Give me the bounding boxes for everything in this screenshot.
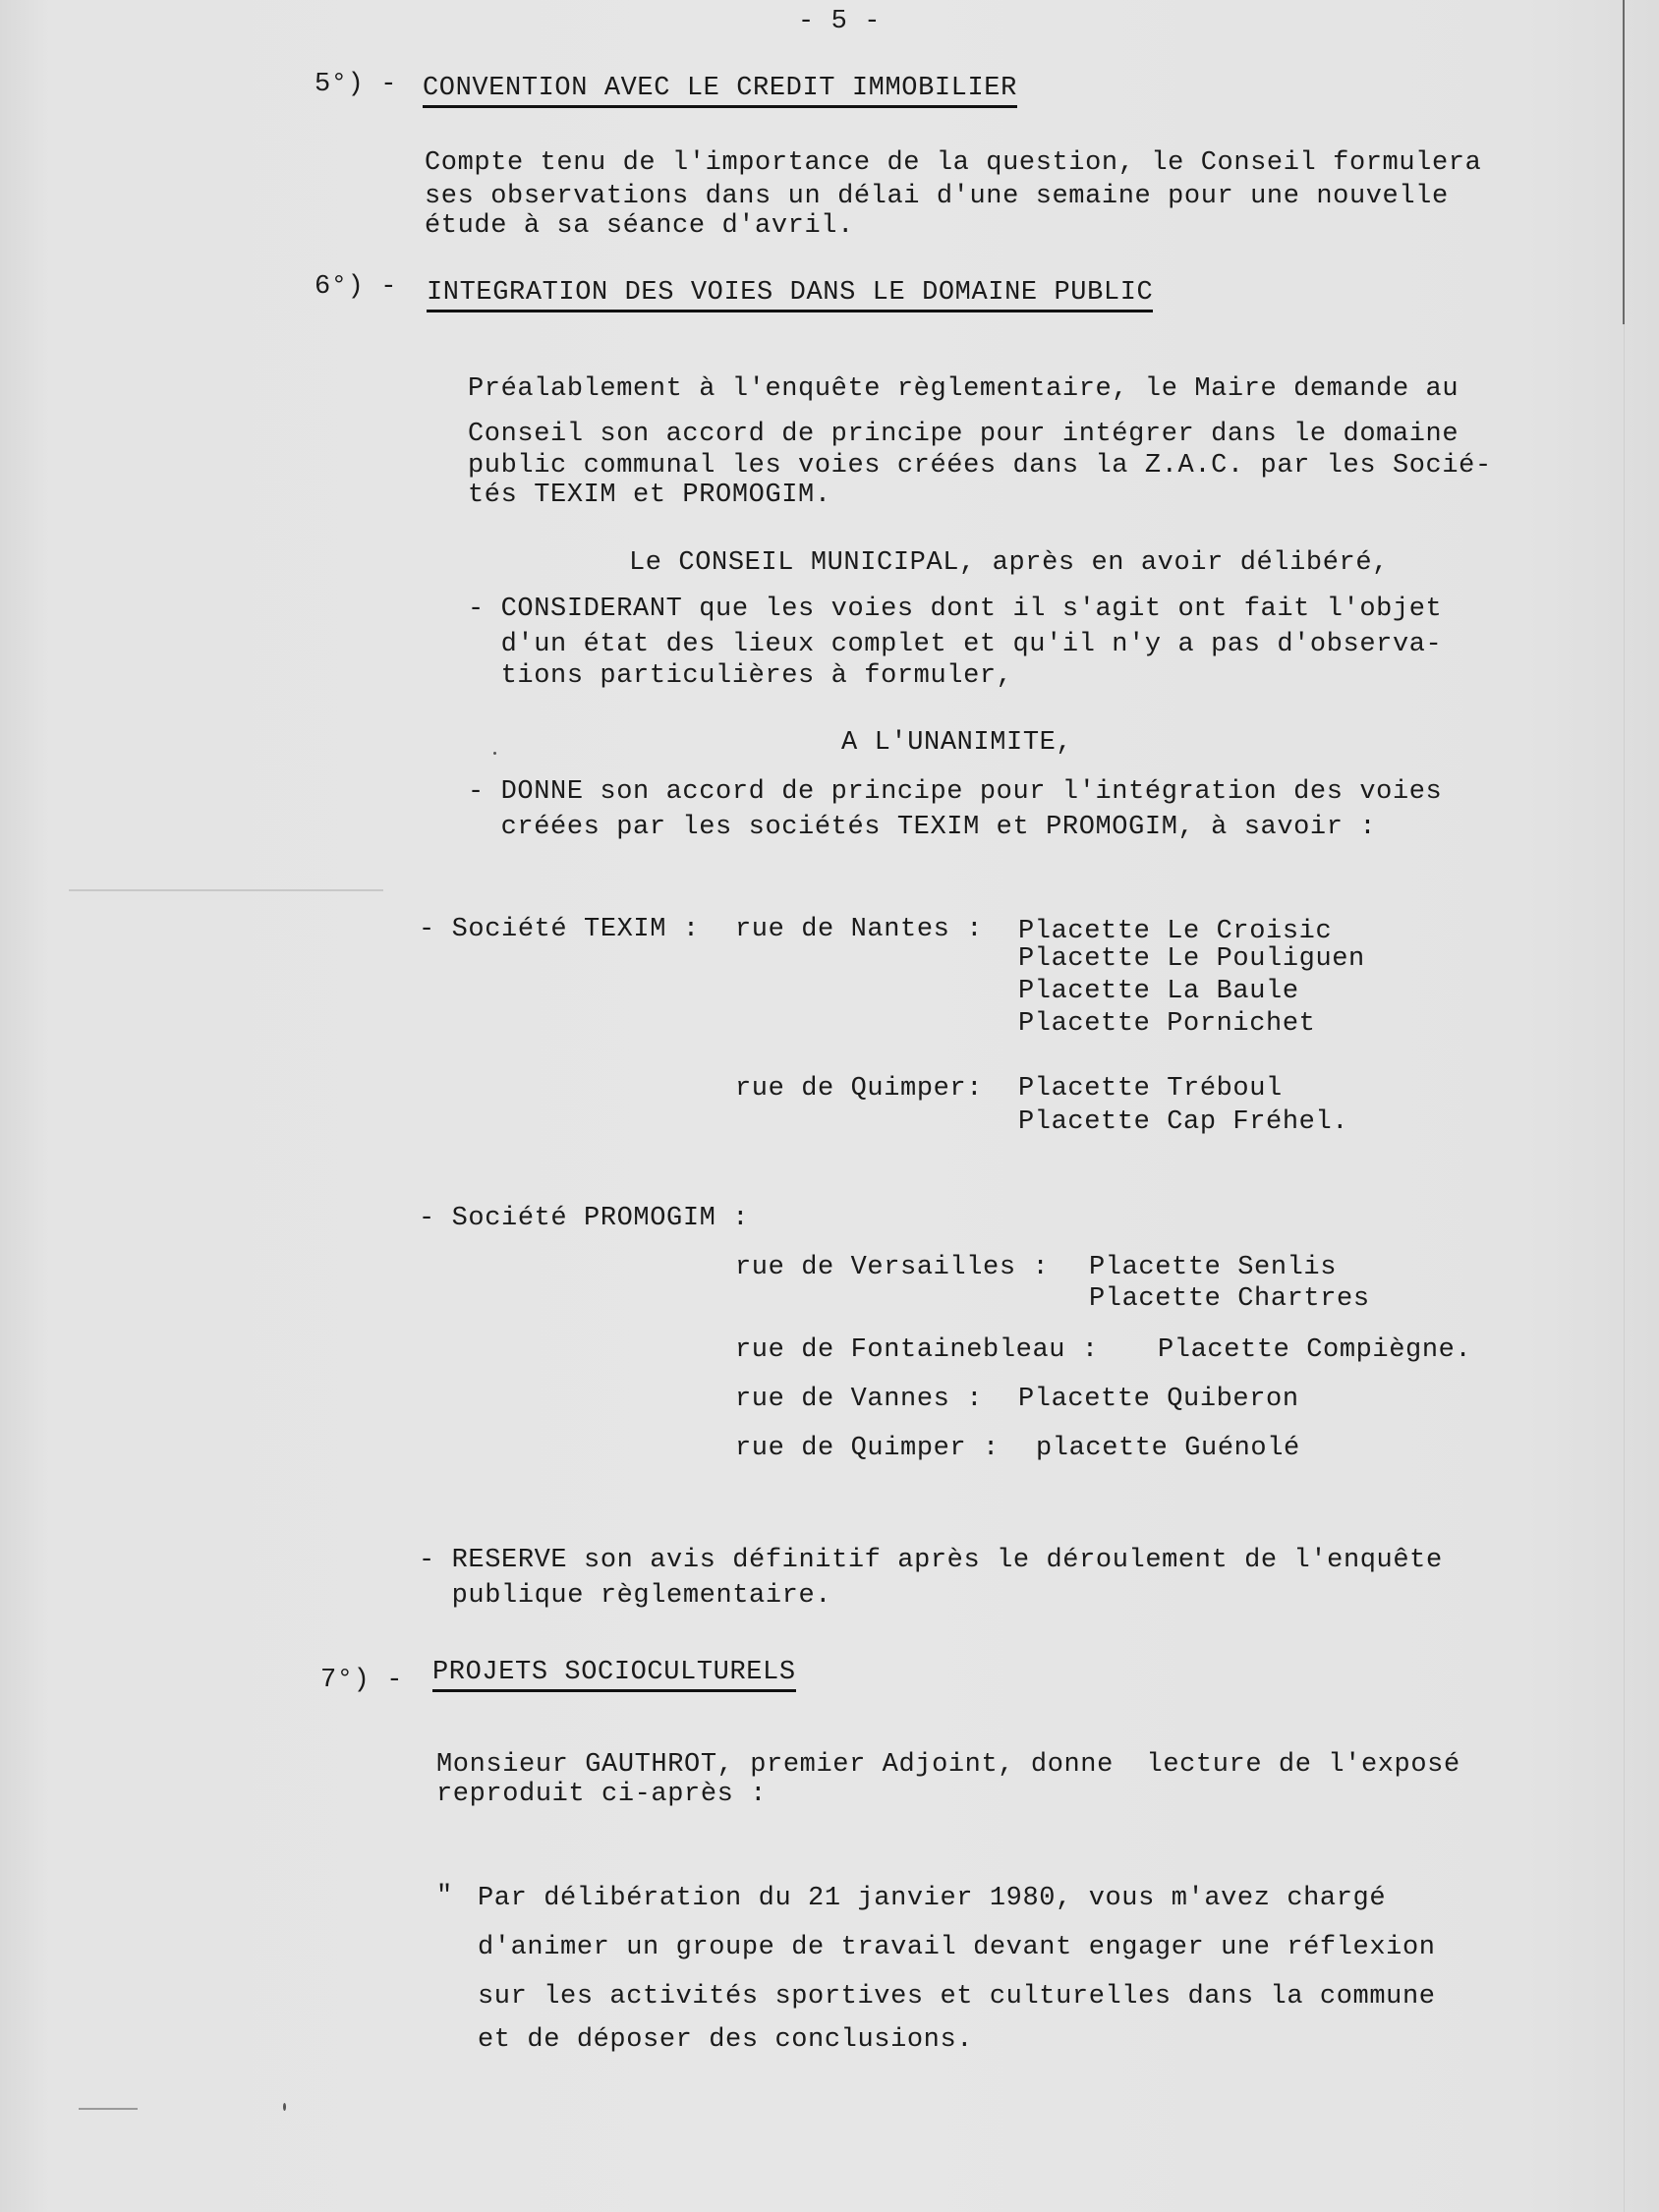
- reserve-line: - RESERVE son avis définitif après le déroulement de l'enquête: [419, 1546, 1443, 1575]
- section-7-intro-line: reproduit ci-après :: [436, 1780, 768, 1809]
- quote-mark: ": [436, 1882, 453, 1911]
- promogim-place: Placette Chartres: [1089, 1284, 1370, 1314]
- section-5-title: CONVENTION AVEC LE CREDIT IMMOBILIER: [423, 73, 1017, 108]
- texim-street: rue de Nantes :: [735, 915, 984, 944]
- section-7-title: PROJETS SOCIOCULTURELS: [432, 1657, 796, 1692]
- section-6-number: 6°) -: [315, 272, 398, 302]
- section-5-line: ses observations dans un délai d'une semaine pour une nouvelle: [425, 182, 1449, 211]
- promogim-place: Placette Senlis: [1089, 1253, 1338, 1282]
- donne-line: - DONNE son accord de principe pour l'intégration des voies: [468, 777, 1443, 807]
- section-5-line: étude à sa séance d'avril.: [425, 211, 854, 241]
- unanimite: A L'UNANIMITE,: [841, 728, 1073, 758]
- section-5-number: 5°) -: [315, 70, 398, 99]
- texim-place: Placette Pornichet: [1018, 1009, 1316, 1039]
- section-7-number: 7°) -: [320, 1666, 404, 1695]
- section-5-line: Compte tenu de l'importance de la question, le Conseil formulera: [425, 148, 1482, 178]
- texim-place: Placette Tréboul: [1018, 1074, 1283, 1104]
- texim-place: Placette Le Croisic: [1018, 917, 1333, 946]
- quote-line: d'animer un groupe de travail devant engager une réflexion: [478, 1933, 1436, 1962]
- smudge: [79, 2108, 138, 2110]
- smudge: [69, 889, 383, 891]
- quote-line: Par délibération du 21 janvier 1980, vous m'avez chargé: [478, 1884, 1387, 1913]
- promogim-place: Placette Quiberon: [1018, 1385, 1299, 1414]
- section-6-intro-line: Préalablement à l'enquête règlementaire, le Maire demande au: [468, 374, 1459, 404]
- promogim-place: Placette Compiègne.: [1158, 1335, 1472, 1365]
- council-statement: Le CONSEIL MUNICIPAL, après en avoir délibéré,: [629, 548, 1389, 578]
- texim-place: Placette Le Pouliguen: [1018, 944, 1365, 974]
- section-6-intro-line: public communal les voies créées dans la Z.A.C. par les Socié-: [468, 451, 1492, 481]
- texim-street: rue de Quimper:: [735, 1074, 984, 1104]
- page-edge-line: [1623, 0, 1625, 324]
- considerant-line: d'un état des lieux complet et qu'il n'y a pas d'observa-: [468, 630, 1443, 659]
- donne-line: créées par les sociétés TEXIM et PROMOGIM, à savoir :: [468, 813, 1377, 842]
- texim-label: - Société TEXIM :: [419, 915, 700, 944]
- promogim-label: - Société PROMOGIM :: [419, 1204, 750, 1233]
- section-6-intro-line: tés TEXIM et PROMOGIM.: [468, 481, 831, 510]
- promogim-street: rue de Vannes :: [735, 1385, 984, 1414]
- promogim-street: rue de Fontainebleau :: [735, 1335, 1099, 1365]
- section-6-intro-line: Conseil son accord de principe pour intégrer dans le domaine: [468, 420, 1459, 449]
- promogim-place: placette Guénolé: [1036, 1434, 1300, 1463]
- texim-place: Placette La Baule: [1018, 977, 1299, 1006]
- section-6-title: INTEGRATION DES VOIES DANS LE DOMAINE PUBLIC: [427, 277, 1153, 312]
- texim-place: Placette Cap Fréhel.: [1018, 1107, 1349, 1137]
- quote-line: et de déposer des conclusions.: [478, 2025, 974, 2055]
- considerant-line: - CONSIDERANT que les voies dont il s'agit ont fait l'objet: [468, 595, 1443, 624]
- considerant-line: tions particulières à formuler,: [468, 661, 1013, 691]
- page-number: - 5 -: [798, 7, 882, 36]
- reserve-line: publique règlementaire.: [419, 1581, 832, 1611]
- ink-speck: [283, 2103, 286, 2111]
- page-edge-line-faint: [1624, 324, 1625, 2212]
- section-7-intro-line: Monsieur GAUTHROT, premier Adjoint, donne lecture de l'exposé: [436, 1750, 1460, 1780]
- quote-line: sur les activités sportives et culturelles dans la commune: [478, 1982, 1436, 2012]
- promogim-street: rue de Quimper :: [735, 1434, 1000, 1463]
- promogim-street: rue de Versailles :: [735, 1253, 1050, 1282]
- ink-speck: [493, 752, 496, 755]
